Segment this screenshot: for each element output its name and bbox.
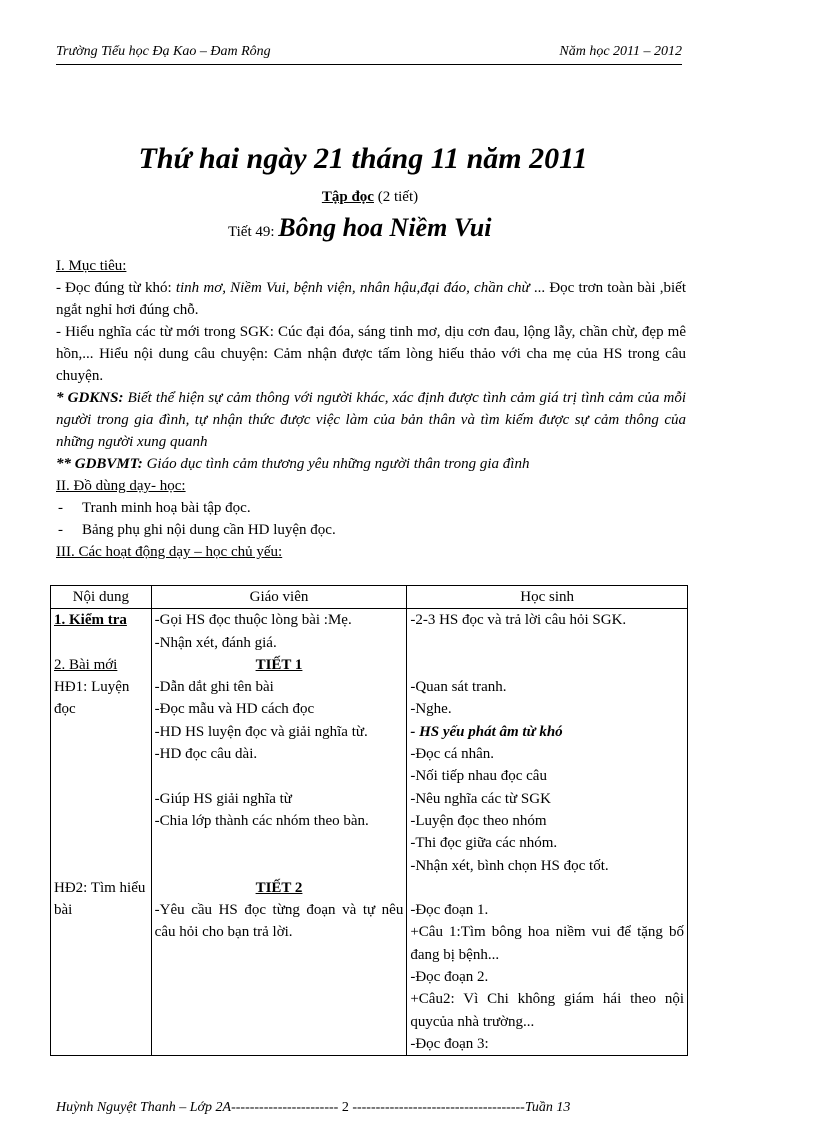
objective-vocab: - Hiểu nghĩa các từ mới trong SGK: Cúc đại đóa, sáng tinh mơ, dịu cơn đau, lộng lẫy, chần chừ, đẹp mê hồn,... Hiểu nội dung câu chuyện: Cảm nhận được tấm lòng hiếu thảo với cha mẹ của HS trong câu chuyện.: [56, 324, 686, 384]
content-cell: [51, 609, 152, 1056]
list-item: - Tranh minh hoạ bài tập đọc.: [56, 497, 686, 519]
footer-author: Huỳnh Nguyệt Thanh – Lớp 2A: [56, 1100, 232, 1115]
section-check: 1. Kiểm tra: [54, 612, 127, 629]
page-number: 2: [341, 1100, 349, 1115]
activities-table: [50, 585, 688, 1056]
period-1-label: TIẾT 1: [255, 656, 303, 673]
school-year: Năm học 2011 – 2012: [559, 44, 682, 59]
col-header-teacher: Giáo viên: [151, 586, 407, 609]
footer-week: Tuần 13: [524, 1100, 571, 1115]
list-item: - Bảng phụ ghi nội dung cần HD luyện đọc.: [56, 519, 686, 541]
lesson-body: [56, 255, 686, 563]
page-header: [56, 42, 682, 65]
objective-reading: - Đọc đúng từ khó: tinh mơ, Niềm Vui, bệnh viện, nhân hậu,đại đáo, chần chừ ... Đọc trơn toàn bài ,biết ngắt nghỉ hơi đúng chỗ.: [56, 280, 687, 318]
table-row: [51, 609, 688, 1056]
subject-name: Tập đọc: [321, 189, 374, 205]
section-hd1: HĐ1: Luyện đọc: [54, 679, 130, 718]
page-footer: Huỳnh Nguyệt Thanh – Lớp 2A----------------------- 2 -------------------------------------Tuần 13: [56, 1100, 571, 1115]
lesson-number: Tiết 49:: [228, 224, 275, 240]
section-hd2: HĐ2: Tìm hiểu bài: [54, 879, 146, 919]
section-new-lesson: 2. Bài mới: [54, 656, 118, 673]
weak-students-note: - HS yếu phát âm từ khó: [410, 723, 563, 740]
lesson-title: Bông hoa Niềm Vui: [278, 213, 492, 242]
table-header-row: [51, 586, 688, 609]
objective-gdkns: * GDKNS: Biết thể hiện sự cảm thông với người khác, xác định được tình cảm giá trị tình cảm của mỗi người trong gia đình, tự nhận thức được việc làm của bản thân và tìm kiếm được sự cảm thông của những người xung quanh: [56, 390, 686, 450]
subject-line: [0, 189, 740, 206]
lesson-line: [228, 213, 491, 243]
col-header-content: Nội dung: [51, 586, 152, 609]
section3-heading: III. Các hoạt động dạy – học chủ yếu:: [56, 544, 283, 560]
student-cell: -2-3 HS đọc và trả lời câu hỏi SGK. -Quan sát tranh. -Nghe. - HS yếu phát âm từ khó -Đọc cá nhân. -Nối tiếp nhau đọc câu -Nêu nghĩa các từ SGK -Luyện đọc theo nhóm -Thi đọc giữa các nhóm. -Nhận xét, bình chọn HS đọc tốt. -Đọc đoạn 1. +Câu 1:Tìm bông hoa niềm vui để tặng bố đang bị bệnh... -Đọc đoạn 2. +Câu2: Vì Chi không giám hái theo nội quycủa nhà trường... -Đọc đoạn 3:: [407, 609, 688, 1056]
teacher-cell: -Gọi HS đọc thuộc lòng bài :Mẹ. -Nhận xét, đánh giá. TIẾT 1 -Dẫn dắt ghi tên bài -Đọc mẫu và HD cách đọc -HD HS luyện đọc và giải nghĩa từ. -HD đọc câu dài. -Giúp HS giải nghĩa từ -Chia lớp thành các nhóm theo bàn. TIẾT 2 -Yêu cầu HS đọc từng đoạn và tự nêu câu hỏi cho bạn trả lời.: [151, 609, 407, 1056]
school-name: Trường Tiểu học Đạ Kao – Đam Rông: [56, 44, 271, 59]
date-title: Thứ hai ngày 21 tháng 11 năm 2011: [138, 142, 588, 175]
materials-list: [56, 497, 686, 541]
col-header-student: Học sinh: [407, 586, 688, 609]
subject-periods: (2 tiết): [377, 189, 419, 205]
section2-heading: II. Đồ dùng dạy- học:: [56, 478, 186, 494]
section1-heading: I. Mục tiêu:: [56, 258, 127, 274]
period-2-label: TIẾT 2: [255, 879, 303, 896]
objective-gdbvmt: ** GDBVMT: Giáo dục tình cảm thương yêu những người thân trong gia đình: [56, 456, 530, 472]
